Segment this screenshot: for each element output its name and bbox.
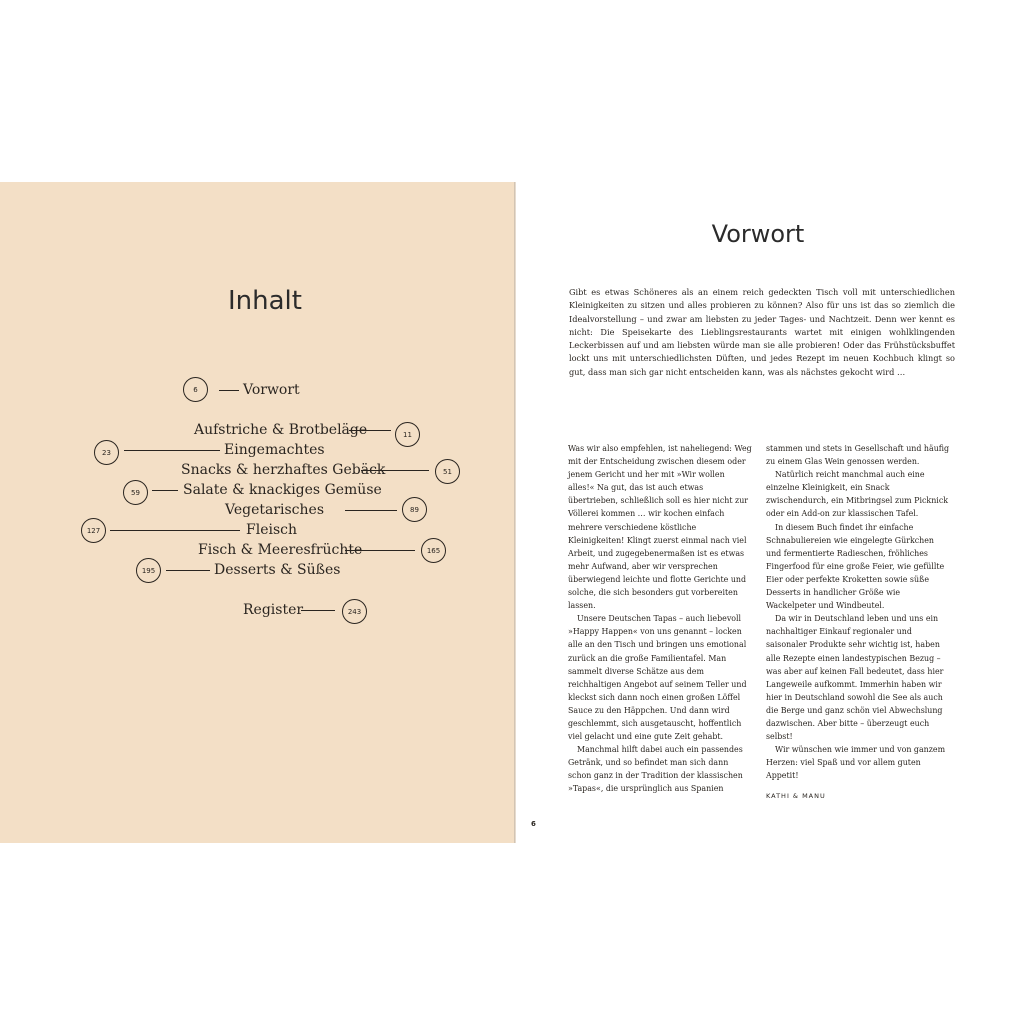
toc-entry-label: Aufstriche & Brotbeläge [194,422,368,438]
page-number-badge: 165 [421,538,446,563]
toc-entry[interactable] [0,420,514,440]
body-column-left [568,442,753,796]
body-paragraph: Manchmal hilft dabei auch ein passendes Getränk, und so befindet man sich dann schon ganz in der Tradition der klassischen »Tapas«, die ursprünglich aus Spanien [568,745,743,794]
connector-line [110,530,240,531]
author-signature: KATHI & MANU [766,792,826,801]
body-paragraph: Wir wünschen wie immer und von ganzem Herzen: viel Spaß und vor allem guten Appetit! [766,745,946,781]
toc-entry-label: Snacks & herzhaftes Gebäck [181,462,386,478]
toc-entry[interactable] [0,500,514,520]
toc-entry[interactable] [0,600,514,620]
toc-entry-label: Vorwort [243,382,300,398]
toc-entry-label: Fisch & Meeresfrüchte [198,542,363,558]
toc-entry[interactable] [0,440,514,460]
body-paragraph: Unsere Deutschen Tapas – auch liebevoll »Happy Happen« von uns genannt – locken alle an den Tisch und bringen uns emotional zurück an die große Familientafel. Man sammelt diverse Schätze aus dem reichhaltigen Angebot auf seinem Teller und kleckst sich dann noch einen großen Löffel Sauce zu den Häppchen. Und dann wird geschlemmt, sich ausgetauscht, hoffentlich viel gelacht und eine gute Zeit gehabt. [568,614,747,742]
body-paragraph: Was wir also empfehlen, ist naheliegend: Weg mit der Entscheidung zwischen diesem oder jenem Gericht und her mit »Wir wollen alles!« Na gut, das ist auch etwas übertrieben, schließlich soll es hier nicht zur Völlerei kommen … wir kochen einfach mehrere verschiedene köstliche Kleinigkeiten! Klingt zuerst einmal nach viel Arbeit, und zugegebenermaßen ist es etwas mehr Aufwand, aber wir versprechen überwiegend leichte und flotte Gerichte und solche, die sich besonders gut vorbereiten lassen. [568,444,752,611]
connector-line [345,510,397,511]
toc-entry[interactable] [0,520,514,540]
toc-entry[interactable] [0,460,514,480]
toc-entry[interactable] [0,480,514,500]
body-paragraph: Natürlich reicht manchmal auch eine einzelne Kleinigkeit, ein Snack zwischendurch, ein Mitbringsel zum Picknick oder ein Add-on zur klassischen Tafel. [766,470,949,519]
toc-entry-label: Desserts & Süßes [214,562,341,578]
toc-entry[interactable] [0,560,514,580]
foreword-title: Vorwort [711,220,805,248]
toc-entry-label: Vegetarisches [225,502,325,518]
body-column-right [766,442,951,804]
toc-entry[interactable] [0,540,514,560]
toc-entry-label: Salate & knackiges Gemüse [183,482,382,498]
toc-entry[interactable] [0,380,514,400]
connector-line [301,610,335,611]
page-number-badge: 243 [342,599,367,624]
page-number-badge: 23 [94,440,119,465]
toc-entry-label: Register [243,602,304,618]
page-number-badge: 11 [395,422,420,447]
connector-line [152,490,178,491]
page-number: 6 [531,820,536,828]
intro-paragraph: Gibt es etwas Schöneres als an einem reich gedeckten Tisch voll mit unterschiedlichen Kleinigkeiten zu sitzen und alles probieren zu können? Also für uns ist das so ziemlich die Idealvorstellung – und zwar am liebsten zu jeder Tages- und Nachtzeit. Denn wer kennt es nicht: Die Speisekarte des Lieblingsrestaurants wartet mit einigen wohlklingenden Leckerbissen auf und am liebsten würde man sie alle probieren! Oder das Frühstücksbuffet lockt uns mit unterschiedlichsten Düften, und jedes Rezept im neuen Kochbuch klingt so gut, dass man sich gar nicht entscheiden kann, was als nächstes gekocht wird … [569,287,955,377]
page-number-badge: 6 [183,377,208,402]
page-number-badge: 59 [123,480,148,505]
body-paragraph: stammen und stets in Gesellschaft und häufig zu einem Glas Wein genossen werden. [766,444,950,467]
connector-line [349,430,391,431]
body-paragraph: In diesem Buch findet ihr einfache Schnabuliereien wie eingelegte Gürkchen und fermentierte Radieschen, fröhliches Fingerfood für eine große Feier, wie gefüllte Eier oder perfekte Kroketten sowie süße Desserts in handlicher Größe wie Wackelpeter und Windbeutel. [766,522,945,611]
page-number-badge: 127 [81,518,106,543]
page-number-badge: 51 [435,459,460,484]
connector-line [361,470,429,471]
toc-entry-label: Fleisch [246,522,297,538]
connector-line [345,550,415,551]
toc-entry-label: Eingemachtes [224,442,325,458]
connector-line [124,450,220,451]
connector-line [219,390,239,391]
page-number-badge: 89 [402,497,427,522]
toc-title: Inhalt [228,286,302,316]
connector-line [166,570,210,571]
body-paragraph: Da wir in Deutschland leben und uns ein nachhaltiger Einkauf regionaler und saisonaler Produkte sehr wichtig ist, haben alle Rezepte einen landestypischen Bezug – was aber auf keinen Fall bedeutet, dass hier Langeweile aufkommt. Immerhin haben wir hier in Deutschland sowohl die See als auch die Berge und ganz schön viel Abwechslung dazwischen. Aber bitte – überzeugt euch selbst! [766,614,944,742]
page-number-badge: 195 [136,558,161,583]
